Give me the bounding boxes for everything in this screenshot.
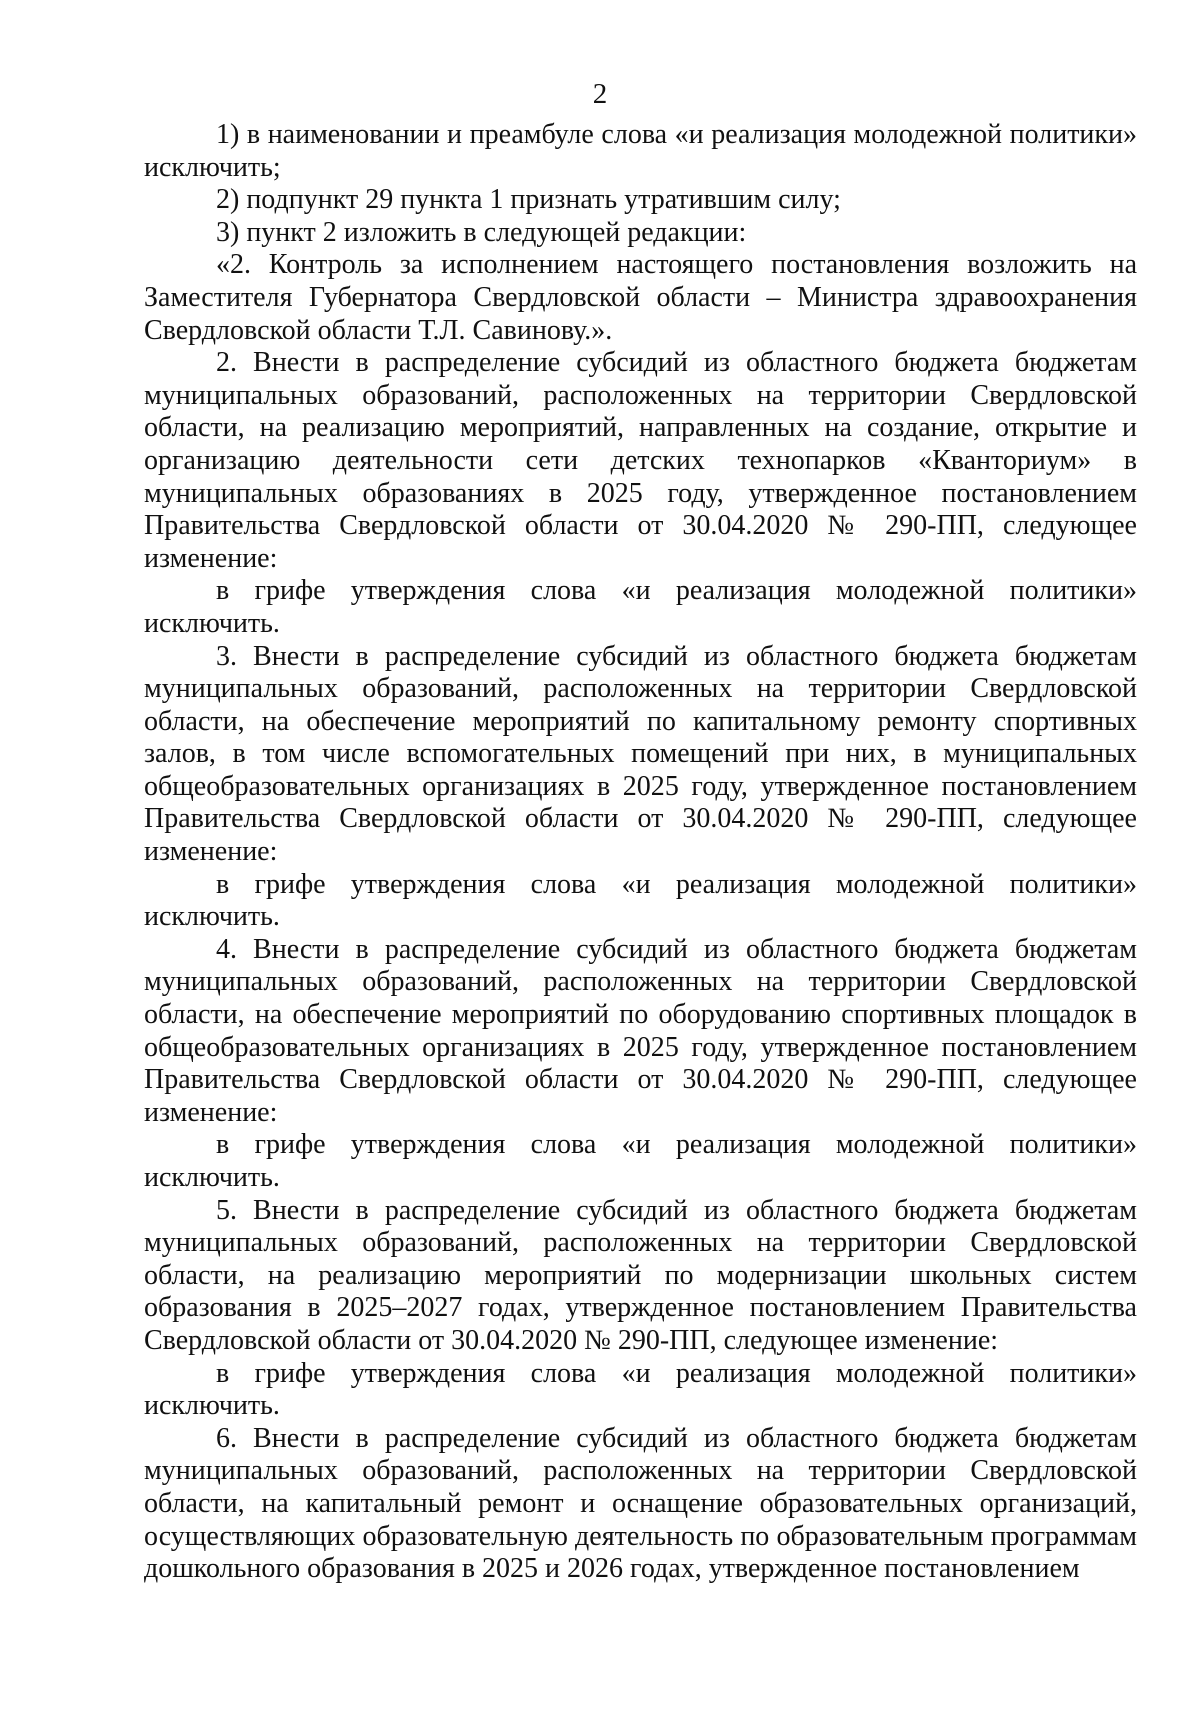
paragraph-section-4-change: в грифе утверждения слова «и реализация молодежной политики» исключить. [144, 1129, 1137, 1193]
paragraph-section-2: 2. Внести в распределение субсидий из областного бюджета бюджетам муниципальных образований, расположенных на территории Свердловской области, на реализацию мероприятий, направленных на создание, открытие и организацию деятельности сети детских технопарков «Кванториум» в муниципальных образованиях в 2025 году, утвержденное постановлением Правительства Свердловской области от 30.04.2020 № 290-ПП, следующее изменение: [144, 347, 1137, 574]
page-number: 2 [592, 78, 608, 110]
paragraph-section-4: 4. Внести в распределение субсидий из областного бюджета бюджетам муниципальных образований, расположенных на территории Свердловской области, на обеспечение мероприятий по оборудованию спортивных площадок в общеобразовательных организациях в 2025 году, утвержденное постановлением Правительства Свердловской области от 30.04.2020 № 290-ПП, следующее изменение: [144, 933, 1137, 1128]
paragraph-section-5-change: в грифе утверждения слова «и реализация молодежной политики» исключить. [144, 1357, 1137, 1422]
paragraph-section-2-change: в грифе утверждения слова «и реализация молодежной политики» исключить. [144, 575, 1137, 639]
document-body [144, 119, 1137, 1586]
paragraph-section-3: 3. Внести в распределение субсидий из областного бюджета бюджетам муниципальных образований, расположенных на территории Свердловской области, на обеспечение мероприятий по капитальному ремонту спортивных залов, в том числе вспомогательных помещений при них, в муниципальных общеобразовательных организациях в 2025 году, утвержденное постановлением Правительства Свердловской области от 30.04.2020 № 290-ПП, следующее изменение: [144, 640, 1137, 868]
paragraph-section-6: 6. Внести в распределение субсидий из областного бюджета бюджетам муниципальных образований, расположенных на территории Свердловской области, на капитальный ремонт и оснащение образовательных организаций, осуществляющих образовательную деятельность по образовательным программам дошкольного образования в 2025 и 2026 годах, утвержденное постановлением [144, 1422, 1137, 1585]
paragraph-section-3-change: в грифе утверждения слова «и реализация молодежной политики» исключить. [144, 868, 1137, 933]
paragraph-item-1-preamble: 1) в наименовании и преамбуле слова «и реализация молодежной политики» исключить; [144, 119, 1137, 183]
paragraph-section-5: 5. Внести в распределение субсидий из областного бюджета бюджетам муниципальных образований, расположенных на территории Свердловской области, на реализацию мероприятий по модернизации школьных систем образования в 2025–2027 годах, утвержденное постановлением Правительства Свердловской области от 30.04.2020 № 290-ПП, следующее изменение: [144, 1194, 1137, 1356]
paragraph-new-wording: «2. Контроль за исполнением настоящего постановления возложить на Заместителя Губернатора Свердловской области – Министра здравоохранения Свердловской области Т.Л. Савинову.». [144, 249, 1137, 346]
paragraph-item-3-point-2: 3) пункт 2 изложить в следующей редакции: [216, 216, 747, 248]
paragraph-item-2-subpoint: 2) подпункт 29 пункта 1 признать утратившим силу; [216, 184, 841, 216]
